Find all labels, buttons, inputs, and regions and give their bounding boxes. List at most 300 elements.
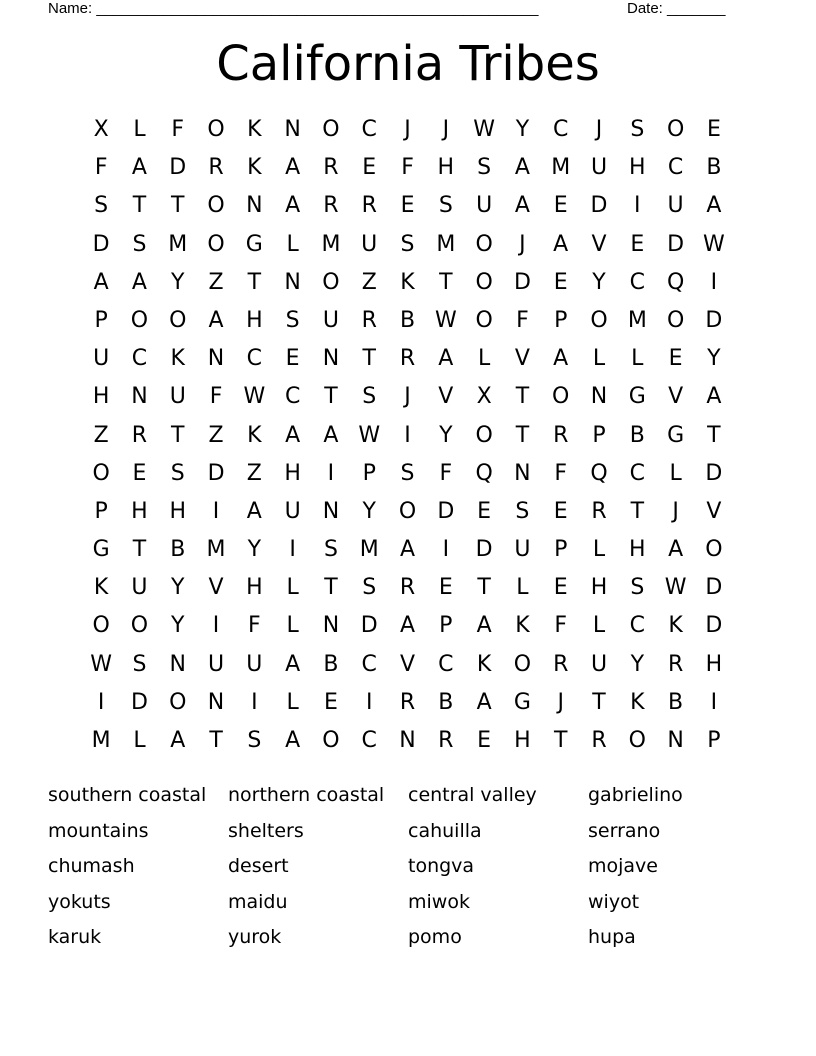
grid-letter: I [251, 689, 258, 715]
grid-letter: M [168, 231, 188, 257]
grid-letter: K [170, 346, 185, 372]
grid-letter: A [131, 269, 147, 295]
word-list-item: southern coastal [48, 784, 207, 806]
grid-letter: C [131, 346, 148, 372]
grid-letter: R [553, 651, 569, 677]
grid-letter: E [323, 689, 338, 715]
grid-letter: L [286, 613, 299, 639]
grid-letter: D [705, 460, 723, 486]
date-field-label[interactable]: Date: _______ [627, 0, 726, 17]
grid-row [82, 340, 734, 378]
grid-letter: L [516, 575, 529, 601]
grid-letter: T [477, 575, 491, 601]
grid-letter: F [171, 117, 185, 142]
grid-letter: S [132, 651, 147, 677]
grid-letter: H [169, 498, 187, 524]
grid-letter: X [93, 117, 109, 142]
grid-letter: T [132, 537, 147, 563]
grid-letter: Q [475, 460, 493, 486]
word-list-item: shelters [228, 819, 304, 842]
grid-letter: E [477, 498, 492, 524]
grid-letter: H [590, 575, 608, 601]
grid-letter: E [630, 231, 645, 257]
grid-letter: F [94, 155, 108, 181]
grid-letter: T [707, 422, 721, 448]
grid-letter: E [553, 498, 568, 524]
grid-row [82, 646, 734, 684]
grid-letter: T [171, 193, 185, 219]
grid-letter: O [207, 231, 225, 257]
grid-letter: D [475, 537, 493, 563]
grid-letter: C [438, 651, 454, 677]
grid-letter: R [361, 307, 377, 333]
grid-letter: L [669, 460, 682, 486]
grid-letter: A [285, 155, 301, 181]
grid-letter: A [706, 193, 722, 219]
grid-row [82, 187, 734, 225]
grid-letter: J [404, 117, 411, 142]
grid-letter: N [207, 689, 225, 715]
grid-letter: Z [93, 422, 109, 448]
grid-letter: L [286, 575, 299, 601]
grid-letter: T [247, 269, 262, 295]
grid-letter: R [131, 422, 148, 448]
grid-letter: N [322, 498, 340, 524]
grid-letter: N [131, 384, 148, 410]
grid-letter: F [248, 613, 261, 639]
grid-letter: W [90, 651, 113, 677]
grid-letter: O [92, 460, 110, 486]
grid-letter: P [94, 307, 108, 333]
grid-letter: B [323, 651, 339, 677]
word-list-item: mojave [588, 855, 658, 877]
grid-letter: N [399, 728, 416, 753]
grid-letter: H [131, 498, 148, 524]
grid-letter: O [130, 613, 149, 639]
grid-letter: E [438, 575, 453, 601]
grid-letter: O [130, 307, 149, 333]
grid-letter: L [286, 689, 299, 715]
grid-letter: T [362, 346, 376, 372]
grid-letter: N [284, 269, 301, 295]
grid-letter: L [592, 537, 606, 563]
grid-letter: V [706, 498, 722, 524]
grid-letter: I [212, 613, 220, 639]
grid-letter: N [207, 346, 225, 372]
grid-letter: T [515, 384, 530, 410]
grid-letter: S [362, 575, 377, 601]
grid-letter: A [285, 728, 301, 753]
grid-letter: Y [707, 346, 721, 372]
grid-letter: L [286, 231, 299, 257]
grid-letter: G [513, 689, 531, 715]
grid-letter: T [592, 689, 606, 715]
grid-letter: H [437, 155, 455, 181]
grid-letter: A [285, 651, 301, 677]
grid-letter: G [92, 537, 110, 563]
grid-letter: R [399, 346, 416, 372]
grid-letter: R [591, 728, 607, 753]
grid-letter: T [553, 728, 568, 753]
grid-letter: H [246, 575, 263, 601]
grid-letter: M [627, 307, 647, 333]
grid-letter: T [515, 422, 530, 448]
grid-letter: T [324, 575, 338, 601]
grid-letter: V [668, 384, 684, 410]
grid-letter: R [399, 575, 416, 601]
grid-letter: K [247, 117, 262, 142]
grid-letter: U [284, 498, 301, 524]
word-list-item: desert [228, 855, 289, 877]
grid-letter: M [551, 155, 571, 181]
grid-letter: K [515, 613, 530, 639]
grid-row [82, 111, 734, 149]
grid-letter: K [476, 651, 492, 677]
grid-letter: O [322, 728, 340, 753]
grid-letter: P [439, 613, 453, 639]
grid-letter: V [514, 346, 530, 372]
grid-letter: C [629, 269, 645, 295]
grid-letter: H [92, 384, 110, 410]
grid-letter: R [208, 155, 224, 181]
grid-letter: I [365, 689, 373, 715]
grid-letter: L [592, 346, 606, 372]
grid-letter: D [705, 613, 723, 639]
grid-letter: W [243, 384, 266, 410]
grid-letter: M [206, 537, 226, 563]
grid-letter: R [438, 728, 454, 753]
grid-letter: D [437, 498, 455, 524]
grid-letter: C [246, 346, 263, 372]
grid-letter: O [207, 193, 225, 219]
grid-letter: D [705, 575, 723, 601]
grid-letter: C [361, 117, 377, 142]
grid-letter: Y [439, 422, 453, 448]
name-field-label[interactable]: Name: _____________________________________________________ [48, 0, 539, 17]
grid-letter: I [634, 193, 641, 219]
word-list-item: pomo [408, 926, 462, 948]
grid-letter: W [358, 422, 381, 448]
grid-letter: O [552, 384, 570, 410]
word-list-item: hupa [588, 926, 636, 948]
grid-letter: P [554, 537, 568, 563]
grid-letter: O [705, 537, 723, 563]
grid-letter: N [246, 193, 263, 219]
grid-letter: H [284, 460, 301, 486]
grid-letter: L [133, 117, 146, 142]
grid-letter: Y [515, 117, 530, 142]
grid-letter: H [514, 728, 531, 753]
grid-letter: G [667, 422, 685, 448]
grid-letter: A [170, 728, 186, 753]
grid-letter: S [515, 498, 530, 524]
grid-letter: J [672, 498, 679, 524]
grid-letter: Q [666, 269, 685, 295]
grid-letter: N [322, 613, 340, 639]
grid-letter: A [514, 155, 530, 181]
word-list-item: yurok [228, 926, 282, 948]
grid-letter: U [131, 575, 148, 601]
grid-letter: Y [171, 575, 185, 601]
grid-letter: O [666, 117, 685, 142]
grid-letter: S [400, 460, 415, 486]
grid-letter: O [207, 117, 225, 142]
grid-letter: R [361, 193, 377, 219]
grid-letter: A [476, 613, 492, 639]
grid-letter: V [438, 384, 454, 410]
grid-letter: T [171, 422, 185, 448]
word-list-item: mountains [48, 819, 149, 842]
grid-letter: V [399, 651, 416, 677]
grid-row [82, 149, 734, 187]
grid-letter: O [169, 689, 187, 715]
grid-letter: K [400, 269, 415, 295]
grid-letter: M [436, 231, 456, 257]
grid-letter: A [93, 269, 109, 295]
grid-letter: S [630, 575, 645, 601]
grid-row [82, 493, 734, 531]
grid-letter: U [667, 193, 684, 219]
grid-letter: E [132, 460, 147, 486]
grid-letter: S [285, 307, 300, 333]
grid-letter: R [553, 422, 569, 448]
grid-letter: B [706, 155, 722, 181]
grid-letter: A [706, 384, 722, 410]
grid-letter: U [322, 307, 339, 333]
grid-row [82, 569, 734, 607]
word-list-item: tongva [408, 855, 475, 877]
grid-letter: I [327, 460, 335, 486]
word-list-item: central valley [408, 784, 537, 806]
grid-letter: O [169, 307, 187, 333]
grid-letter: A [553, 346, 569, 372]
word-list-item: maidu [228, 890, 288, 913]
grid-letter: Z [208, 422, 224, 448]
grid-letter: E [553, 193, 568, 219]
grid-letter: O [398, 498, 417, 524]
grid-letter: S [170, 460, 185, 486]
grid-letter: C [284, 384, 301, 410]
grid-letter: J [519, 231, 526, 257]
grid-letter: Z [246, 460, 262, 486]
grid-letter: B [170, 537, 186, 563]
grid-letter: Y [247, 537, 262, 563]
grid-letter: W [473, 117, 495, 142]
grid-letter: M [321, 231, 341, 257]
grid-letter: Y [630, 651, 645, 677]
grid-letter: J [404, 384, 411, 410]
grid-letter: F [554, 613, 568, 639]
grid-letter: D [513, 269, 531, 295]
grid-letter: A [323, 422, 339, 448]
word-list-item: chumash [48, 855, 135, 877]
grid-letter: B [629, 422, 645, 448]
grid-letter: O [92, 613, 110, 639]
grid-letter: W [703, 231, 725, 257]
grid-letter: A [208, 307, 224, 333]
grid-letter: I [404, 422, 411, 448]
word-list-item: yokuts [48, 890, 111, 913]
grid-letter: D [705, 307, 723, 333]
grid-letter: P [592, 422, 606, 448]
grid-letter: D [360, 613, 378, 639]
grid-letter: O [513, 651, 532, 677]
grid-letter: X [476, 384, 492, 410]
grid-letter: K [247, 155, 262, 181]
grid-letter: A [246, 498, 262, 524]
grid-row [82, 378, 734, 416]
grid-letter: S [132, 231, 147, 257]
grid-letter: S [362, 384, 377, 410]
grid-letter: H [705, 651, 723, 677]
grid-letter: O [475, 422, 493, 448]
grid-letter: D [590, 193, 608, 219]
grid-letter: H [246, 307, 263, 333]
grid-letter: B [399, 307, 416, 333]
grid-letter: R [591, 498, 607, 524]
grid-letter: B [438, 689, 454, 715]
grid-letter: S [400, 231, 415, 257]
grid-letter: V [591, 231, 607, 257]
grid-letter: T [132, 193, 147, 219]
grid-letter: H [629, 155, 646, 181]
grid-letter: E [362, 155, 377, 181]
word-list [48, 778, 768, 956]
grid-letter: O [322, 269, 340, 295]
grid-letter: A [514, 193, 530, 219]
grid-letter: A [131, 155, 147, 181]
grid-letter: A [285, 422, 301, 448]
letter-grid [82, 111, 734, 760]
grid-letter: S [247, 728, 262, 753]
grid-row [82, 455, 734, 493]
grid-letter: O [322, 117, 340, 142]
grid-letter: Z [361, 269, 377, 295]
word-list-item: serrano [588, 819, 661, 842]
grid-letter: J [557, 689, 564, 715]
grid-letter: I [212, 498, 220, 524]
word-list-item: karuk [48, 926, 102, 948]
grid-letter: U [93, 346, 110, 372]
grid-letter: N [667, 728, 684, 753]
grid-letter: N [169, 651, 186, 677]
grid-letter: B [668, 689, 684, 715]
grid-letter: C [361, 728, 377, 753]
grid-row [82, 226, 734, 264]
grid-letter: A [668, 537, 684, 563]
grid-letter: U [246, 651, 263, 677]
grid-letter: E [400, 193, 415, 219]
grid-letter: M [91, 728, 111, 753]
grid-letter: D [667, 231, 685, 257]
grid-letter: R [323, 155, 339, 181]
grid-letter: G [628, 384, 646, 410]
grid-letter: D [169, 155, 187, 181]
grid-letter: I [710, 269, 718, 295]
grid-letter: U [361, 231, 378, 257]
grid-letter: A [438, 346, 454, 372]
grid-letter: T [439, 269, 453, 295]
grid-letter: K [668, 613, 683, 639]
grid-letter: S [630, 117, 645, 142]
grid-letter: O [475, 269, 493, 295]
grid-row [82, 264, 734, 302]
grid-letter: Q [590, 460, 608, 486]
grid-letter: W [434, 307, 457, 333]
grid-letter: Y [171, 269, 185, 295]
grid-letter: P [362, 460, 376, 486]
grid-letter: T [630, 498, 645, 524]
grid-letter: D [207, 460, 225, 486]
grid-letter: M [359, 537, 379, 563]
grid-letter: L [133, 728, 146, 753]
grid-letter: R [323, 193, 339, 219]
grid-letter: K [630, 689, 645, 715]
grid-letter: S [323, 537, 338, 563]
grid-letter: E [668, 346, 683, 372]
grid-letter: C [629, 460, 645, 486]
grid-letter: U [590, 651, 608, 677]
grid-letter: I [710, 689, 718, 715]
grid-letter: D [92, 231, 110, 257]
grid-letter: K [247, 422, 262, 448]
grid-row [82, 607, 734, 645]
grid-letter: C [667, 155, 684, 181]
grid-row [82, 531, 734, 569]
grid-letter: J [595, 117, 603, 142]
grid-letter: E [553, 575, 568, 601]
grid-letter: N [322, 346, 340, 372]
header-line [48, 0, 748, 18]
grid-letter: T [324, 384, 338, 410]
grid-letter: N [514, 460, 531, 486]
grid-letter: P [707, 728, 721, 753]
grid-letter: E [706, 117, 721, 142]
word-list-item: northern coastal [228, 784, 385, 806]
grid-letter: G [245, 231, 263, 257]
grid-letter: U [476, 193, 493, 219]
grid-letter: A [399, 537, 416, 563]
grid-letter: F [209, 384, 223, 410]
grid-letter: O [475, 307, 493, 333]
grid-letter: C [629, 613, 645, 639]
word-list-item: miwok [408, 890, 470, 913]
grid-letter: S [94, 193, 109, 219]
grid-letter: F [554, 460, 568, 486]
grid-letter: Y [171, 613, 185, 639]
page-title: California Tribes [216, 36, 600, 92]
grid-letter: O [666, 307, 685, 333]
grid-letter: L [477, 346, 491, 372]
grid-letter: O [628, 728, 646, 753]
grid-letter: W [664, 575, 687, 601]
grid-letter: I [442, 537, 450, 563]
grid-letter: S [438, 193, 453, 219]
grid-letter: Y [592, 269, 606, 295]
grid-letter: A [476, 689, 492, 715]
grid-letter: R [667, 651, 684, 677]
grid-letter: N [284, 117, 301, 142]
grid-letter: R [399, 689, 416, 715]
grid-letter: C [553, 117, 569, 142]
word-list-item: wiyot [588, 890, 640, 913]
grid-letter: F [401, 155, 414, 181]
grid-letter: L [592, 613, 606, 639]
grid-letter: P [554, 307, 568, 333]
grid-letter: A [553, 231, 569, 257]
grid-letter: I [289, 537, 296, 563]
grid-letter: A [285, 193, 301, 219]
